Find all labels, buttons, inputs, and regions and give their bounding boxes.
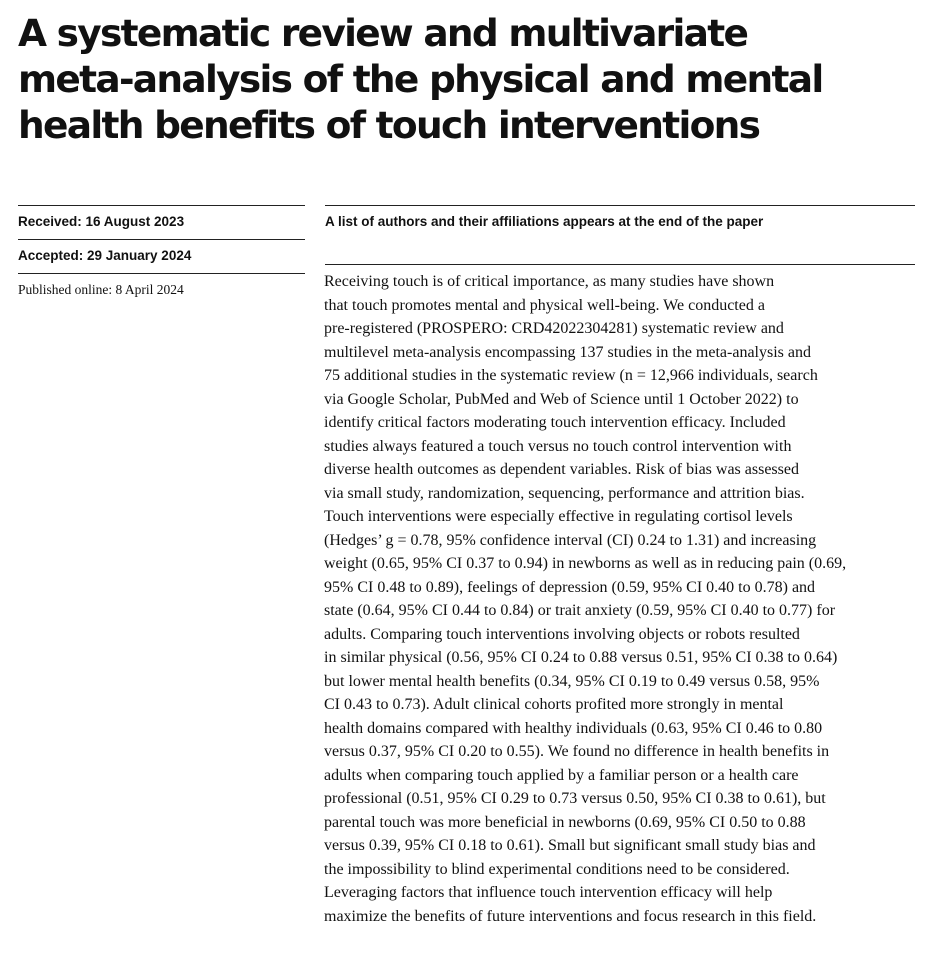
abstract-line: diverse health outcomes as dependent variables. Risk of bias was assessed	[324, 461, 799, 478]
abstract-line: identify critical factors moderating touch intervention efficacy. Included	[324, 414, 786, 431]
abstract-line: state (0.64, 95% CI 0.44 to 0.84) or trait anxiety (0.59, 95% CI 0.40 to 0.77) for	[324, 602, 836, 619]
abstract-line: adults. Comparing touch interventions involving objects or robots resulted	[324, 625, 800, 643]
affiliations-note: A list of authors and their affiliations appears at the end of the paper	[325, 214, 764, 229]
published-date: Published online: 8 April 2024	[18, 282, 184, 297]
divider	[18, 239, 305, 240]
abstract-line: 75 additional studies in the systematic review (n = 12,966 individuals, search	[324, 367, 818, 384]
divider	[18, 205, 305, 206]
abstract-line: the impossibility to blind experimental conditions need to be considered.	[324, 860, 790, 878]
abstract-line: weight (0.65, 95% CI 0.37 to 0.94) in newborns as well as in reducing pain (0.69,	[324, 555, 847, 572]
abstract-line: versus 0.37, 95% CI 0.20 to 0.55). We found no difference in health benefits in	[324, 743, 830, 760]
abstract-line: that touch promotes mental and physical well-being. We conducted a	[324, 296, 765, 314]
abstract-line: studies always featured a touch versus no touch control intervention with	[324, 437, 792, 455]
abstract-line: 95% CI 0.48 to 0.89), feelings of depression (0.59, 95% CI 0.40 to 0.78) and	[324, 578, 816, 596]
abstract-line: versus 0.39, 95% CI 0.18 to 0.61). Small but significant small study bias and	[324, 837, 816, 854]
abstract-line: (Hedges’ g = 0.78, 95% confidence interval (CI) 0.24 to 1.31) and increasing	[324, 531, 817, 549]
divider	[325, 264, 915, 265]
divider	[325, 205, 915, 206]
abstract-line: Receiving touch is of critical importance, as many studies have shown	[324, 273, 775, 290]
abstract-line: adults when comparing touch applied by a familiar person or a health care	[324, 766, 799, 784]
abstract-line: multilevel meta-analysis encompassing 137 studies in the meta-analysis and	[324, 343, 811, 361]
accepted-date: Accepted: 29 January 2024	[18, 248, 192, 263]
abstract	[324, 270, 924, 928]
abstract-line: CI 0.43 to 0.73). Adult clinical cohorts profited more strongly in mental	[324, 696, 784, 713]
abstract-line: via Google Scholar, PubMed and Web of Science until 1 October 2022) to	[324, 390, 799, 408]
title-line: health benefits of touch interventions	[18, 103, 760, 147]
abstract-line: parental touch was more beneficial in newborns (0.69, 95% CI 0.50 to 0.88	[324, 813, 806, 831]
abstract-line: Touch interventions were especially effective in regulating cortisol levels	[324, 508, 793, 525]
abstract-line: pre-registered (PROSPERO: CRD42022304281) systematic review and	[324, 320, 784, 337]
divider	[18, 273, 305, 274]
abstract-line: in similar physical (0.56, 95% CI 0.24 to 0.88 versus 0.51, 95% CI 0.38 to 0.64)	[324, 649, 838, 666]
abstract-line: but lower mental health benefits (0.34, 95% CI 0.19 to 0.49 versus 0.58, 95%	[324, 672, 820, 690]
article-title	[18, 10, 918, 148]
received-date: Received: 16 August 2023	[18, 214, 185, 229]
title-line: meta-analysis of the physical and mental	[18, 57, 823, 101]
abstract-line: via small study, randomization, sequencing, performance and attrition bias.	[324, 484, 805, 502]
abstract-line: maximize the benefits of future interventions and focus research in this field.	[324, 907, 817, 925]
title-line: A systematic review and multivariate	[18, 11, 748, 55]
abstract-line: health domains compared with healthy individuals (0.63, 95% CI 0.46 to 0.80	[324, 719, 823, 737]
abstract-line: professional (0.51, 95% CI 0.29 to 0.73 versus 0.50, 95% CI 0.38 to 0.61), but	[324, 790, 826, 807]
abstract-line: Leveraging factors that influence touch intervention efficacy will help	[324, 884, 773, 901]
